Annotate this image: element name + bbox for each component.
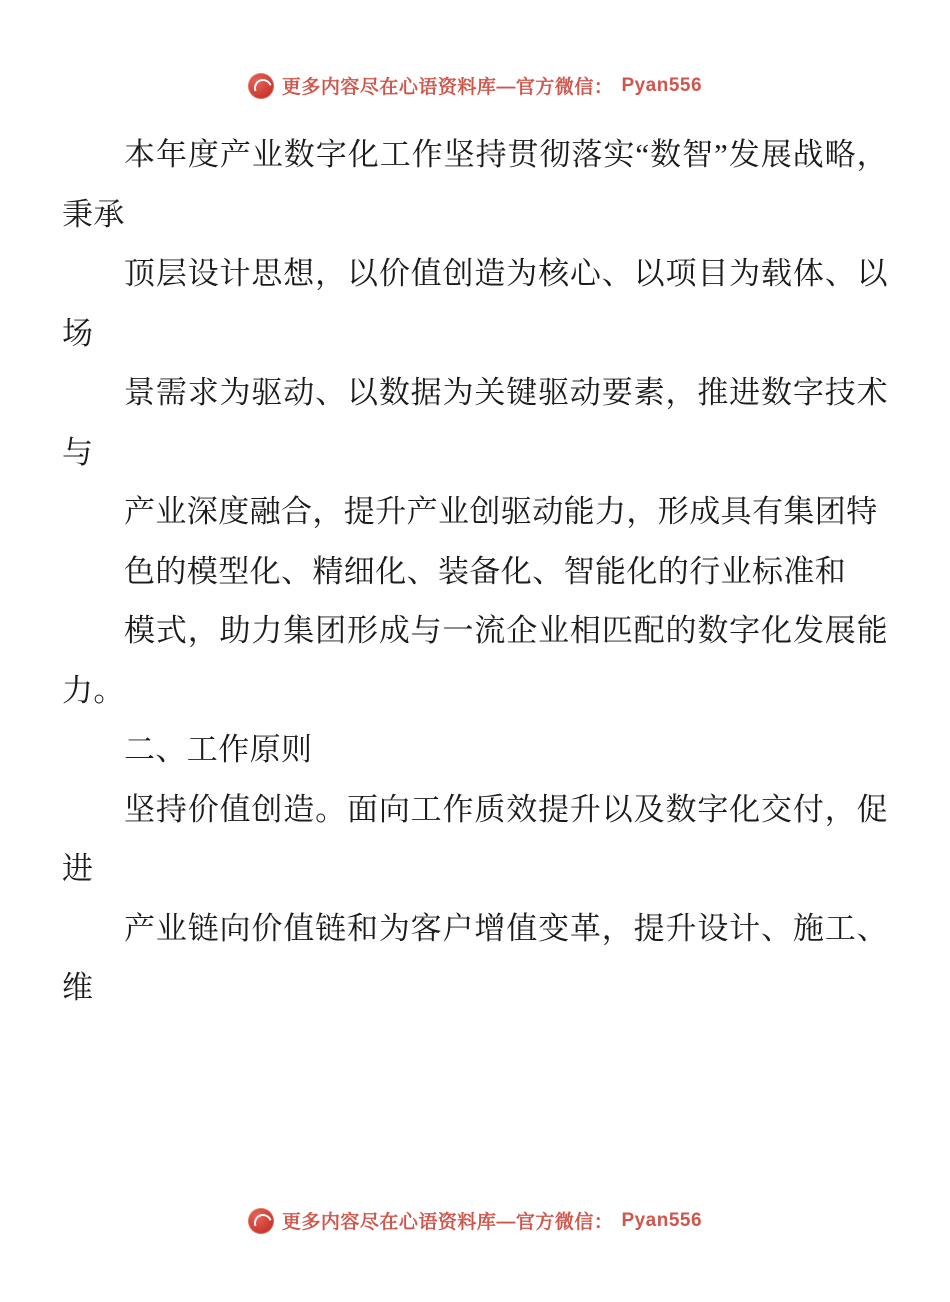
paragraph: 顶层设计思想，以价值创造为核心、以项目为载体、以场 <box>62 256 888 351</box>
watermark-handle: Pyan556 <box>621 1209 703 1231</box>
watermark-banner-top <box>62 72 888 99</box>
document-text-body <box>62 125 888 1018</box>
paragraph: 景需求为驱动、以数据为关键驱动要素，推进数字技术与 <box>62 375 888 470</box>
watermark-text: 更多内容尽在心语资料库—官方微信： <box>281 77 614 98</box>
paragraph: 产业深度融合，提升产业创驱动能力，形成具有集团特 <box>124 494 878 530</box>
paragraph: 模式，助力集团形成与一流企业相匹配的数字化发展能力。 <box>62 613 888 708</box>
paragraph: 产业链向价值链和为客户增值变革，提升设计、施工、维 <box>62 910 888 1006</box>
watermark-handle: Pyan556 <box>621 74 703 96</box>
paragraph: 本年度产业数字化工作坚持贯彻落实“数智”发展战略，秉承 <box>62 137 888 232</box>
document-page <box>0 72 950 1302</box>
section-heading: 二、工作原则 <box>124 732 313 768</box>
watermark-text: 更多内容尽在心语资料库—官方微信： <box>281 1212 614 1233</box>
paragraph: 坚持价值创造。面向工作质效提升以及数字化交付，促进 <box>62 791 888 887</box>
paragraph: 色的模型化、精细化、装备化、智能化的行业标准和 <box>124 553 847 589</box>
watermark-logo-icon <box>248 73 274 99</box>
